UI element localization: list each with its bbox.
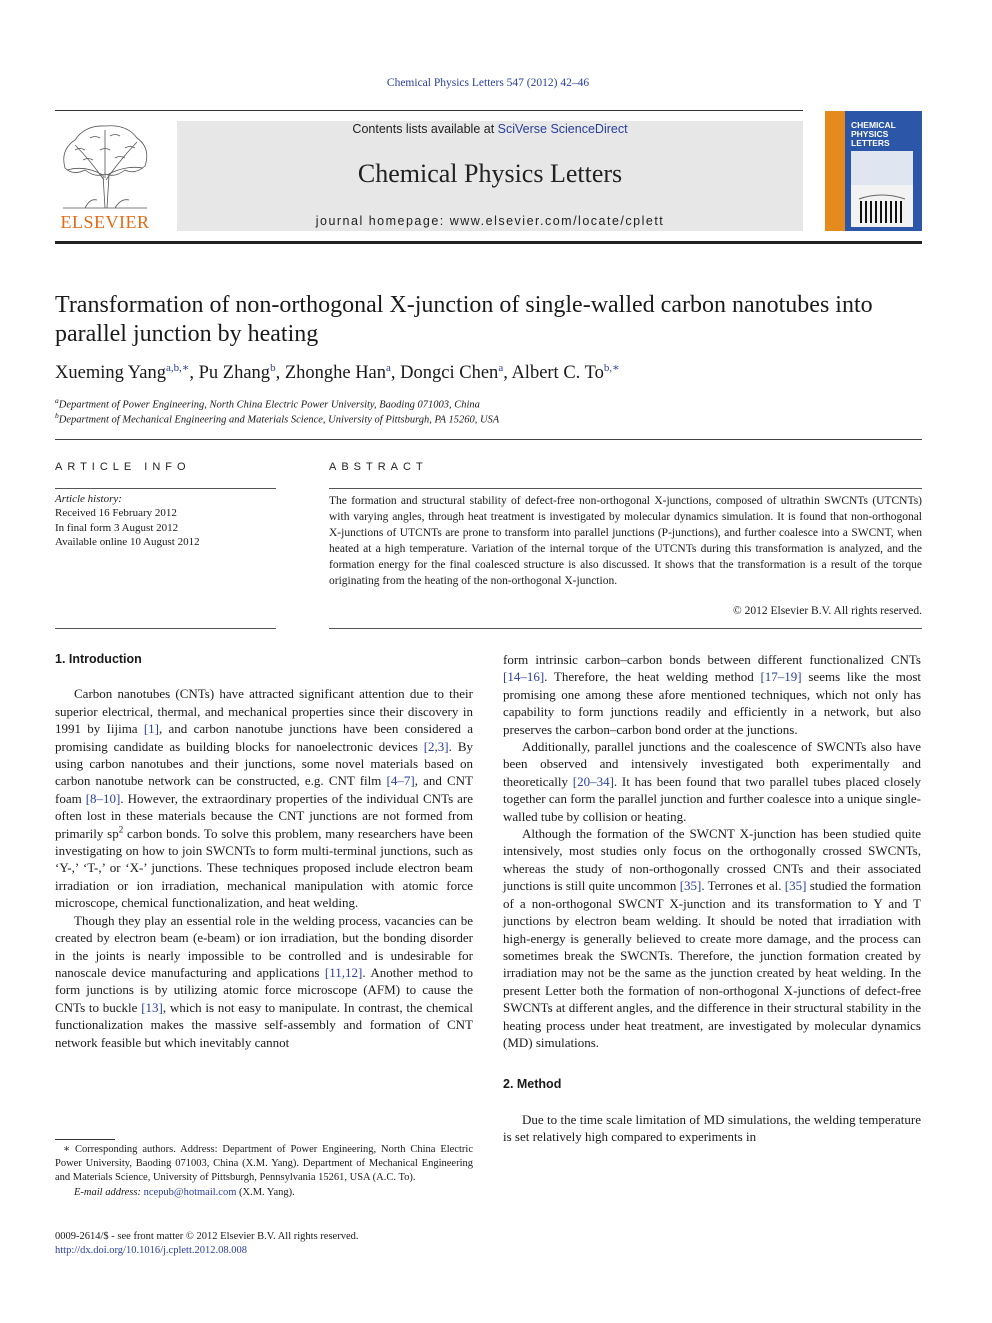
- heading-gap: [55, 668, 473, 685]
- publisher-name: ELSEVIER: [60, 212, 150, 232]
- journal-name: Chemical Physics Letters: [357, 159, 623, 188]
- cover-strip: [825, 111, 845, 231]
- superscript: 2: [118, 824, 124, 835]
- affiliation-text: Department of Mechanical Engineering and Materials Science, University of Pittsburgh, PA 15260, USA: [58, 414, 500, 426]
- history-title: Article history:: [55, 493, 122, 505]
- affiliation-text: Department of Power Engineering, North China Electric Power University, Baoding 071003, China: [58, 399, 480, 411]
- cover-title-line-3: LETTERS: [851, 138, 890, 148]
- citation-link[interactable]: [20–34]: [572, 773, 614, 789]
- section-gap: [503, 1051, 921, 1076]
- affiliation-sup: a: [55, 396, 59, 405]
- section-rule: [55, 439, 922, 440]
- journal-reference[interactable]: Chemical Physics Letters 547 (2012) 42–46: [386, 77, 590, 89]
- intro-paragraph-2: Though they play an essential role in the welding process, vacancies can be created by electron beam (e-beam) or ion irradiation, but the bonding disorder in the joints is nearly impossible to be controlled and is undesirable for nanoscale device manufacturing and applications [11,12]. Another method to form junctions is by utilizing atomic force microscope (AFM) to cause the CNTs to buckle [13], which is not easy to manipulate. In contrast, the chemical functionalization makes the massive self-assembly and formation of CNT network feasible but which inevitably cannot: [55, 912, 473, 1050]
- elsevier-logo: [55, 120, 155, 232]
- intro-paragraph-3: form intrinsic carbon–carbon bonds between different functionalized CNTs [14–16]. Therefore, the heat welding method [17–19] seems like the most promising one among these afore mentioned techniques, which not only has capability to form junctions readily and efficiently in a network, but also preserves the carbon–carbon bond order at the junctions.: [503, 652, 921, 737]
- intro-heading: 1. Introduction: [55, 652, 142, 666]
- author-name: Dongci Chen: [400, 363, 499, 384]
- header-rule: [55, 110, 803, 111]
- citation-link[interactable]: [8–10]: [85, 790, 121, 806]
- article-info-bottom-rule: [55, 628, 276, 629]
- intro-paragraph-1: Carbon nanotubes (CNTs) have attracted significant attention due to their superior electrical, thermal, and mechanical properties since their discovery in 1991 by Iijima [1], and carbon nanotube junctions have been considered a promising candidate as building blocks for nanoelectronic devices [2,3]. By using carbon nanotubes and their junctions, some novel materials based on carbon nanotube network can be constructed, e.g. CNT film [4–7], and CNT foam [8–10]. However, the extraordinary properties of the individual CNTs are often lost in these materials because the CNT junctions are not formed from primarily $sp^2$ carbon bonds. To solve this problem, many researchers have been investigating on how to join SWCNTs to form multi-terminal junctions, such as ‘Y-,’ ‘T-,’ or ‘X-’ junctions. These techniques proposed include electron beam irradiation or ion irradiation, mechanical manipulation with atomic force microscope, chemical functionalization, and heat welding.: [55, 686, 473, 911]
- citation-link[interactable]: [4–7]: [386, 773, 415, 789]
- author-name: Zhonghe Han: [284, 363, 387, 384]
- history-final-form: In final form 3 August 2012: [55, 521, 179, 534]
- author-affiliation-sup[interactable]: b: [270, 362, 276, 374]
- abstract-text: The formation and structural stability of defect-free non-orthogonal X-junctions, composed of ultrathin SWCNTs (UTCNTs) with varying angles, through heat treatment is investigated by molecular dynamics simulation. It is found that non-orthogonal X-junctions of UTCNTs are prone to transform into parallel junctions (P-junctions), and further coalesce into a SWCNT, when heated at a high temperature. Variation of the internal torque of the UTCNTs during this transformation is analyzed, and the formation energy for the final coalesced structure is also discussed. It shows that the transformation is a result of the torque originating from the heating of the non-orthogonal X-junction.: [329, 495, 922, 587]
- article-info-rule: [55, 488, 276, 489]
- header-thick-rule: [55, 241, 922, 244]
- abstract-rule: [329, 488, 922, 489]
- citation-link[interactable]: [11,12]: [324, 964, 363, 980]
- cover-graphic-icon: [851, 151, 913, 227]
- author-affiliation-sup[interactable]: a: [498, 362, 504, 374]
- cover-image: [851, 151, 913, 227]
- contents-available-line: [177, 121, 803, 137]
- author-name: Xueming Yang: [55, 363, 167, 384]
- issn-line: 0009-2614/$ - see front matter © 2012 Elsevier B.V. All rights reserved.: [55, 1231, 359, 1242]
- elsevier-tree-icon: [55, 120, 155, 210]
- journal-cover: [825, 111, 922, 231]
- citation-link[interactable]: [35]: [784, 878, 807, 894]
- journal-header-box: [177, 121, 803, 231]
- email-link[interactable]: ncepub@hotmail.com: [143, 1186, 237, 1198]
- abstract-label: ABSTRACT: [329, 461, 428, 473]
- author-list: Xueming Yang$^{a,b,∗}$, Pu Zhang$^b$, Zhonghe Han$^a$, Dongci Chen$^a$, Albert C. $To^{b,∗}$: [55, 362, 620, 384]
- history-online: Available online 10 August 2012: [55, 535, 200, 548]
- intro-paragraph-4: Additionally, parallel junctions and the coalescence of SWCNTs also have been observed and intensively investigated both experimentally and theoretically [20–34]. It has been found that two parallel tubes placed closely together can form the parallel junction and further coalesce into a unique single-walled tube by collision or heating.: [503, 739, 922, 824]
- cover-title-line-1: CHEMICAL: [851, 120, 896, 130]
- method-heading: 2. Method: [503, 1077, 562, 1092]
- article-title: Transformation of non-orthogonal X-junction of single-walled carbon nanotubes into parallel junction by heating: [55, 292, 873, 347]
- email-label: E-mail address:: [74, 1186, 144, 1198]
- heading-gap: [503, 1094, 921, 1111]
- citation-link[interactable]: [2,3]: [423, 738, 449, 754]
- homepage-prefix: journal homepage:: [315, 214, 450, 228]
- contents-prefix: Contents lists available at: [352, 122, 498, 136]
- email-suffix: (X.M. Yang).: [236, 1186, 295, 1198]
- journal-homepage: [177, 214, 803, 228]
- author-affiliation-sup[interactable]: a: [386, 362, 391, 374]
- author-affiliation-sup[interactable]: b,∗: [603, 362, 620, 374]
- cover-title: [851, 121, 896, 148]
- sciencedirect-link[interactable]: SciVerse ScienceDirect: [497, 122, 628, 136]
- affiliation: [55, 411, 499, 426]
- history-received: Received 16 February 2012: [55, 507, 177, 520]
- body-column-left: [55, 651, 473, 1051]
- author-affiliation-sup[interactable]: a,b,∗: [166, 362, 190, 374]
- cover-title-line-2: PHYSICS: [851, 129, 889, 139]
- citation-link[interactable]: [1]: [143, 721, 160, 737]
- citation-link[interactable]: [35]: [679, 878, 702, 894]
- citation-link[interactable]: [17–19]: [760, 669, 802, 685]
- doi-link[interactable]: http://dx.doi.org/10.1016/j.cplett.2012.08.008: [55, 1245, 248, 1256]
- article-history: [55, 492, 276, 549]
- method-paragraph-1: Due to the time scale limitation of MD simulations, the welding temperature is set relatively high compared to experiments in: [503, 1111, 921, 1145]
- citation-link[interactable]: [13]: [141, 999, 163, 1015]
- homepage-url[interactable]: www.elsevier.com/locate/cplett: [449, 214, 665, 228]
- author-name: Albert C. To: [511, 363, 604, 384]
- citation-link[interactable]: [14–16]: [503, 669, 545, 685]
- copyright-line: © 2012 Elsevier B.V. All rights reserved.: [733, 605, 922, 617]
- footnotes: [55, 1143, 473, 1200]
- footnote-rule: [55, 1139, 115, 1140]
- body-column-right: [503, 651, 921, 1146]
- affiliation: [55, 396, 480, 411]
- intro-paragraph-5: Although the formation of the SWCNT X-junction has been studied quite intensively, most studies only focus on the orthogonally crossed SWCNTs, whereas the study of non-orthogonally crossed CNTs and their associated junctions is still quite uncommon [35]. Terrones et al. [35] studied the formation of a non-orthogonal SWCNT X-junction and its transformation to Y and T junctions by electron beam welding. It should be noted that irradiation with high-energy is generally believed to create more damage, and the process can sometimes break the SWCNTs. Therefore, the junction formation created by irradiation may not be the same as the junction created by heat welding. In the present Letter both the formation of non-orthogonal X-junctions of defect-free SWCNTs at different angles, and the difference in their structural stability in the heating process under heat treatment, are investigated by molecular dynamics (MD) simulations.: [503, 826, 921, 1050]
- abstract-bottom-rule: [329, 628, 922, 629]
- email-note: [55, 1186, 473, 1200]
- author-name: Pu Zhang: [198, 363, 271, 384]
- article-info-label: ARTICLE INFO: [55, 461, 191, 473]
- corresponding-author-note: ∗ Corresponding authors. Address: Department of Power Engineering, North China Electric Power University, Baoding 071003, China (X.M. Yang). Department of Mechanical Engineering and Materials Science, University of Pittsburgh, Pennsylvania 15261, USA (A.C. To).: [55, 1144, 473, 1184]
- affiliation-sup: b: [55, 411, 59, 420]
